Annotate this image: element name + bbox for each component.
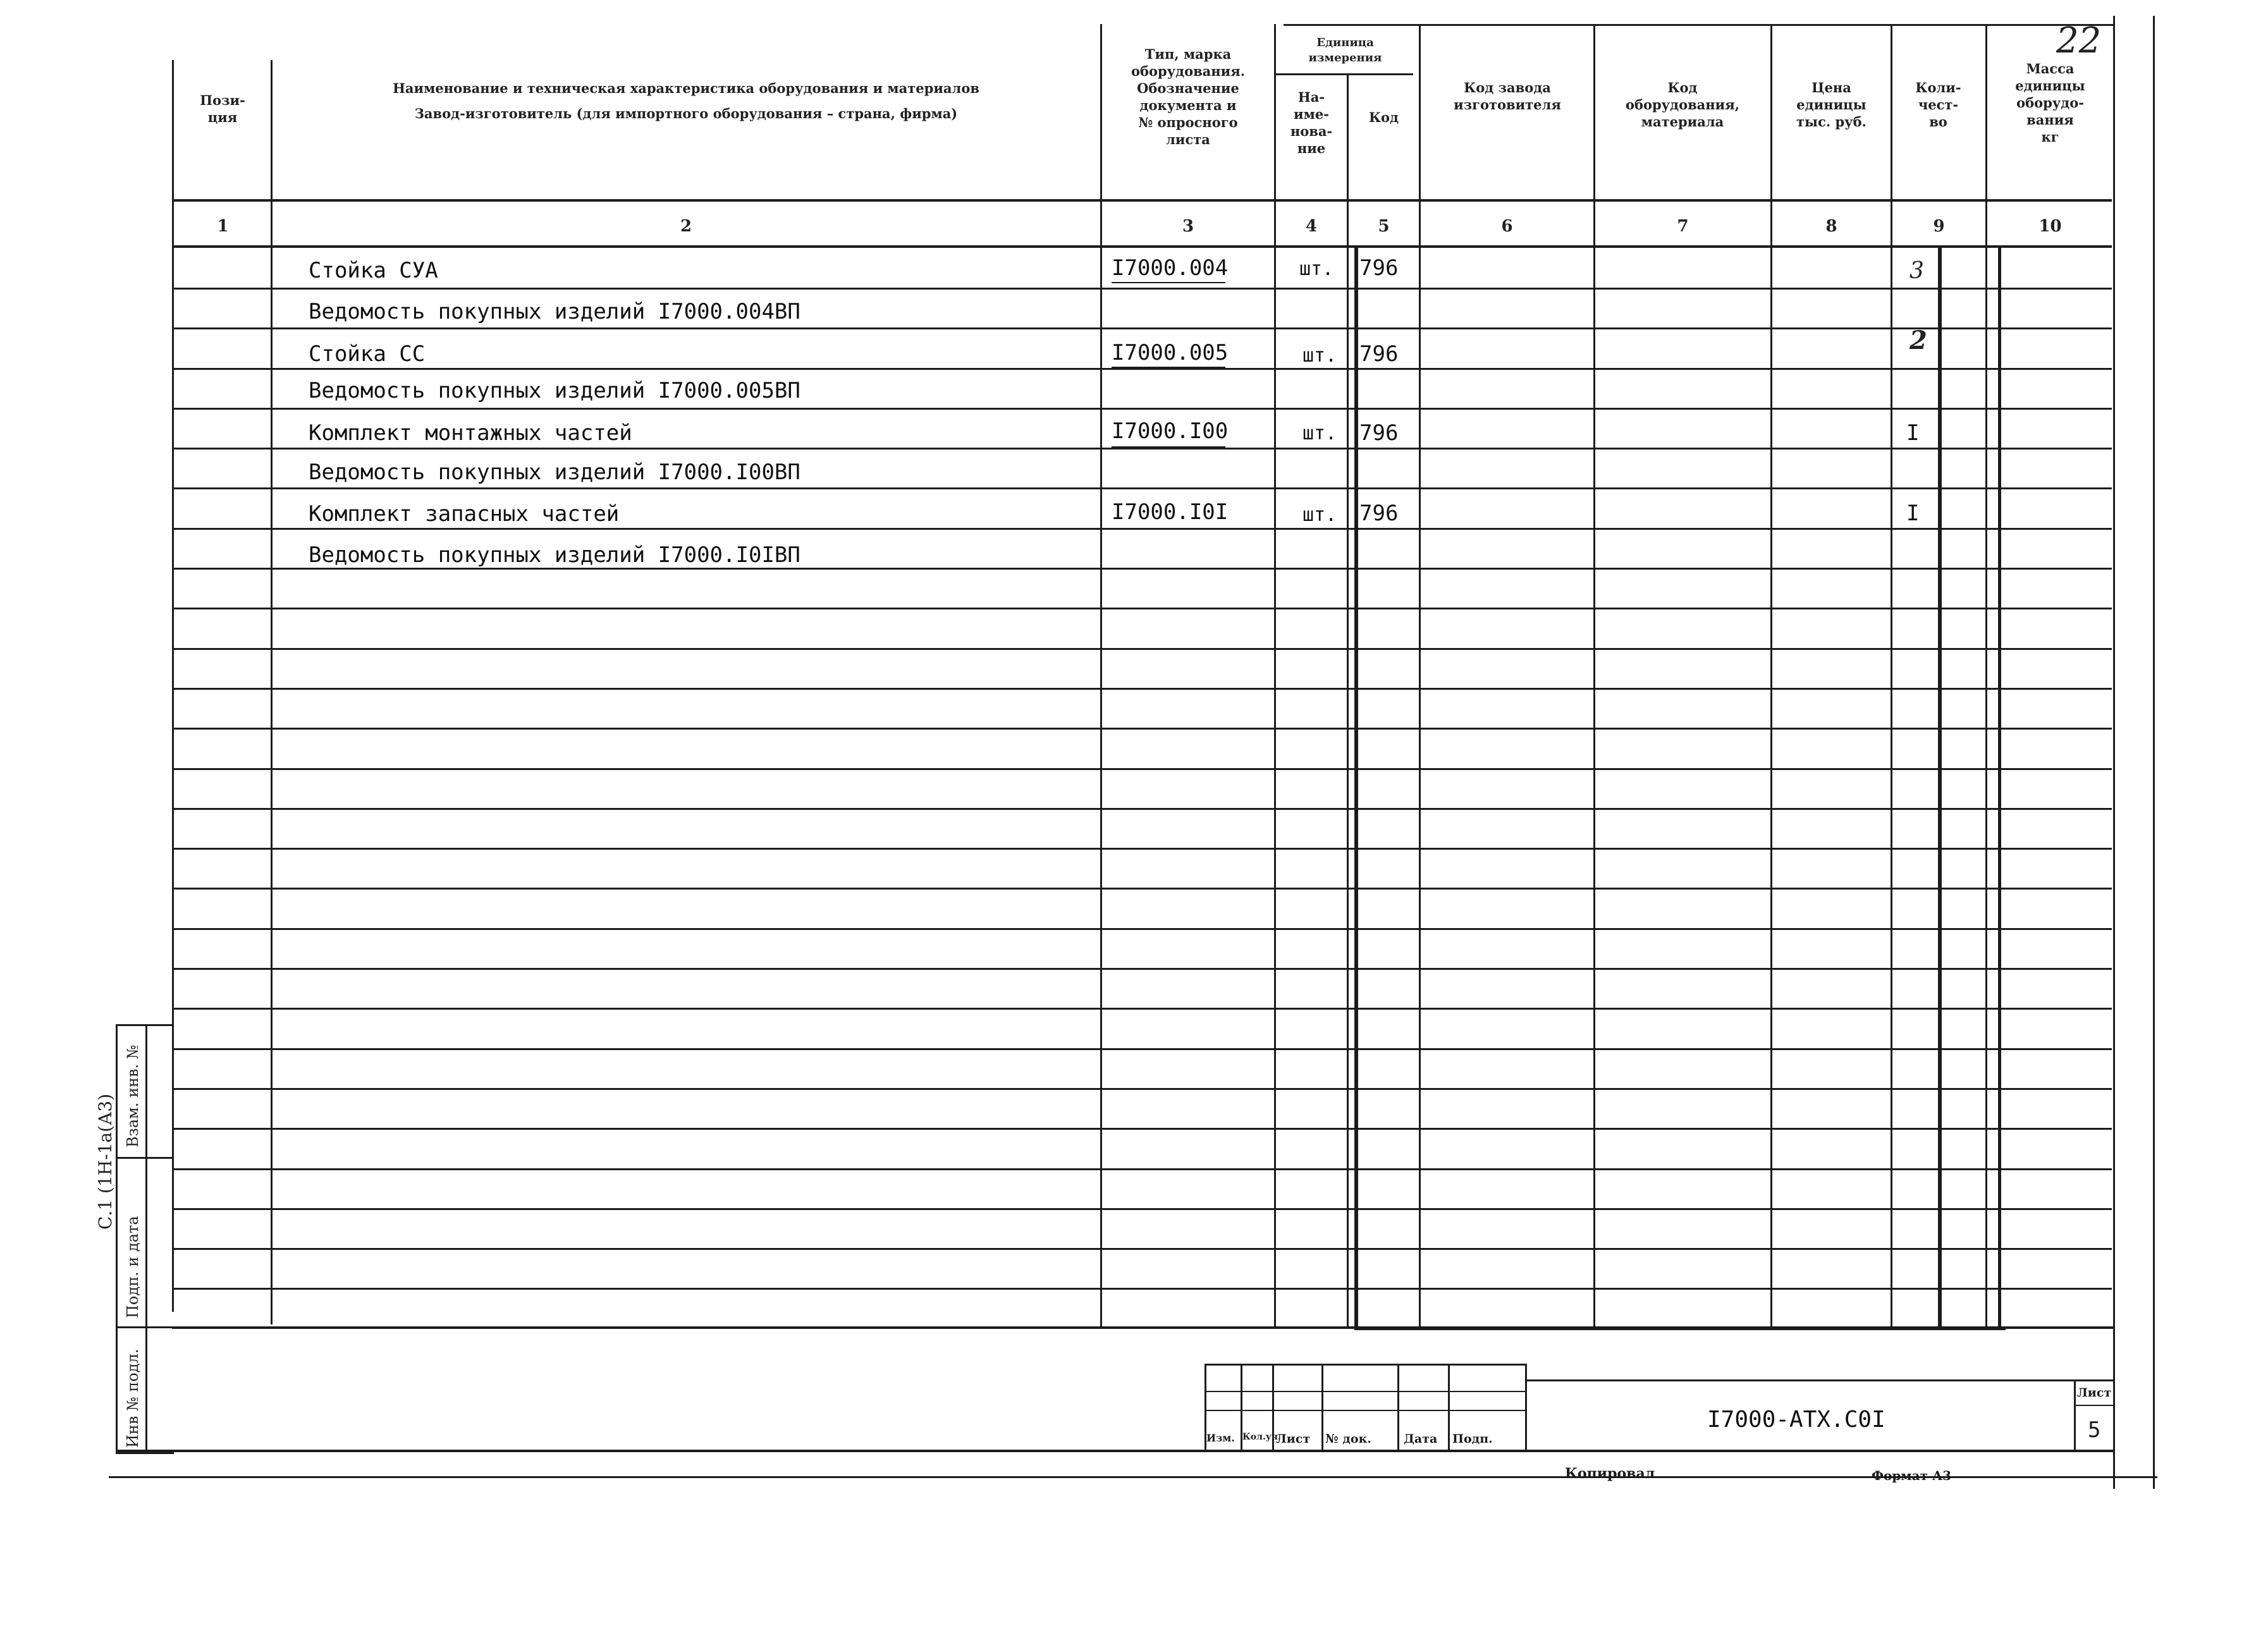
- row-type: I7000.I00: [1112, 419, 1229, 444]
- col10-header: Масса единицы оборудо- вания кг: [2015, 61, 2085, 145]
- col6-header: Код завода изготовителя: [1454, 80, 1561, 113]
- row-unit: шт.: [1299, 258, 1334, 280]
- row-code: 796: [1359, 420, 1399, 446]
- col4-number: 4: [1305, 217, 1318, 236]
- row-name: Стойка СУА: [309, 258, 438, 283]
- col10-number: 10: [2038, 217, 2062, 236]
- col5-header: Код: [1368, 109, 1399, 125]
- row-type: I7000.004: [1112, 255, 1229, 281]
- label-kol: Кол.уч.: [1242, 1432, 1281, 1442]
- row-line: [172, 1248, 2112, 1250]
- format-label: Формат А3: [1872, 1468, 1952, 1483]
- row-qty: 2: [1909, 326, 1927, 355]
- row-line: [172, 648, 2112, 650]
- label-sign: Подп.: [1452, 1432, 1493, 1446]
- row-line: [172, 1128, 2112, 1130]
- col2-number: 2: [680, 217, 692, 236]
- row-line: [172, 688, 2112, 690]
- label-izm: Изм.: [1206, 1432, 1235, 1444]
- sheet-corner-number: 22: [2056, 20, 2102, 61]
- row-qty: 3: [1909, 258, 1924, 284]
- row-line: [172, 487, 2112, 489]
- document-designation: I7000-АТХ.С0I: [1707, 1407, 1885, 1433]
- row-line: [172, 1008, 2112, 1010]
- row-unit: шт.: [1303, 345, 1337, 367]
- col9-header: Коли- чест- во: [1915, 80, 1961, 130]
- row-name: Стойка СС: [309, 341, 426, 367]
- row-qty: I: [1906, 420, 1920, 446]
- col8-number: 8: [1825, 217, 1837, 236]
- row-qty: I: [1906, 501, 1920, 526]
- row-line: [172, 368, 2112, 370]
- row-name: Ведомость покупных изделий I7000.I0IВП: [309, 542, 800, 568]
- sheet-number: 5: [2088, 1417, 2101, 1443]
- row-type: I7000.005: [1112, 340, 1229, 365]
- row-unit: шт.: [1303, 422, 1337, 444]
- row-code: 796: [1359, 341, 1399, 367]
- row-name: Ведомость покупных изделий I7000.I00ВП: [309, 460, 800, 485]
- col8-header: Цена единицы тыс. руб.: [1796, 80, 1867, 130]
- col1-number: 1: [217, 217, 229, 236]
- col1-header: Пози- ция: [200, 92, 245, 125]
- row-name: Ведомость покупных изделий I7000.005ВП: [309, 378, 800, 403]
- row-line: [172, 888, 2112, 890]
- row-line: [172, 1168, 2112, 1170]
- row-code: 796: [1359, 501, 1399, 526]
- row-line: [172, 968, 2112, 970]
- sheet-label: Лист: [2077, 1386, 2112, 1400]
- label-list: Лист: [1276, 1432, 1311, 1446]
- row-unit: шт.: [1303, 504, 1337, 526]
- label-doc: № док.: [1325, 1432, 1371, 1446]
- row-line: [172, 327, 2112, 329]
- row-name: Комплект монтажных частей: [309, 420, 632, 446]
- col6-number: 6: [1501, 217, 1513, 236]
- row-line: [172, 768, 2112, 770]
- col3-number: 3: [1182, 217, 1194, 236]
- row-line: [172, 448, 2112, 449]
- col7-number: 7: [1677, 217, 1689, 236]
- copied-label: Копировал: [1565, 1465, 1655, 1482]
- row-code: 796: [1359, 255, 1399, 281]
- row-line: [172, 408, 2112, 410]
- row-line: [172, 808, 2112, 810]
- col9-number: 9: [1933, 217, 1945, 236]
- row-line: [172, 1088, 2112, 1090]
- label-date: Дата: [1404, 1432, 1438, 1446]
- row-line: [172, 568, 2112, 570]
- stamp-sign-date: Подп. и дата: [124, 1216, 142, 1318]
- col4-header: На- име- нова- ние: [1290, 89, 1333, 156]
- row-line: [172, 1048, 2112, 1050]
- col3-header: Тип, марка оборудования. Обозначение документа и № опросного листа: [1131, 46, 1246, 147]
- row-line: [172, 1288, 2112, 1290]
- col7-header: Код оборудования, материала: [1625, 80, 1740, 130]
- unit-group-header: Единица измерения: [1308, 36, 1382, 64]
- row-name: Ведомость покупных изделий I7000.004ВП: [309, 299, 800, 324]
- row-line: [172, 928, 2112, 930]
- row-line: [172, 528, 2112, 530]
- row-line: [172, 288, 2112, 290]
- row-name: Комплект запасных частей: [309, 501, 620, 527]
- stamp-replace-inv: Взам. инв. №: [124, 1044, 142, 1147]
- col5-number: 5: [1378, 217, 1390, 236]
- album-code: С.1 (1Н-1а(А3): [95, 1093, 116, 1230]
- row-line: [172, 848, 2112, 850]
- row-line: [172, 608, 2112, 609]
- row-line: [172, 728, 2112, 730]
- col2-header: Наименование и техническая характеристика оборудования и материалов Завод-изготовитель (для импортного оборудования – страна, фирма): [393, 80, 979, 121]
- row-type: I7000.I0I: [1112, 499, 1229, 525]
- row-line: [172, 1208, 2112, 1210]
- stamp-inv-number: Инв № подл.: [124, 1348, 142, 1448]
